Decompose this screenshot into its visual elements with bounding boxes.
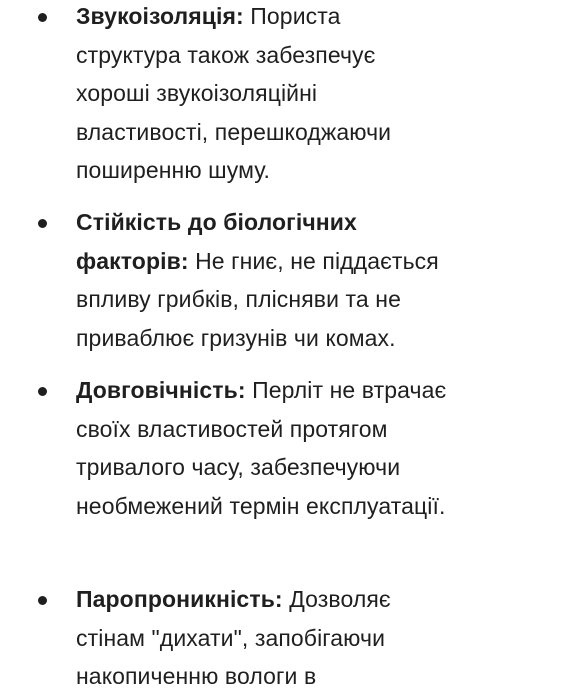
- list-item-text: [76, 580, 436, 696]
- list-item-term: Стійкість до біологічних факторів:: [76, 209, 357, 274]
- list-item-text: [76, 371, 471, 525]
- bullet-icon: [38, 596, 47, 605]
- list-item-term: Паропроникність:: [76, 586, 283, 612]
- list-item-description: Дозволяє стінам "дихати", запобігаючи накопиченню вологи в: [76, 586, 391, 689]
- list-item-description: Не гниє, не піддається впливу грибків, плісняви та не приваблює гризунів чи комах.: [76, 247, 439, 351]
- bullet-icon: [38, 387, 47, 396]
- list-item-term: Звукоізоляція:: [76, 3, 244, 29]
- list-item-text: [76, 203, 471, 357]
- bullet-icon: [38, 13, 47, 22]
- list-item-description: Пориста структура також забезпечує хороші звукоізоляційні властивості, перешкоджаючи поширенню шуму.: [76, 3, 392, 183]
- bullet-icon: [38, 219, 47, 228]
- list-item-description: Перліт не втрачає своїх властивостей протягом тривалого часу, забезпечуючи необмежений термін експлуатації.: [76, 377, 447, 519]
- list-item-term: Довговічність:: [76, 377, 246, 403]
- list-item-text: [76, 0, 426, 190]
